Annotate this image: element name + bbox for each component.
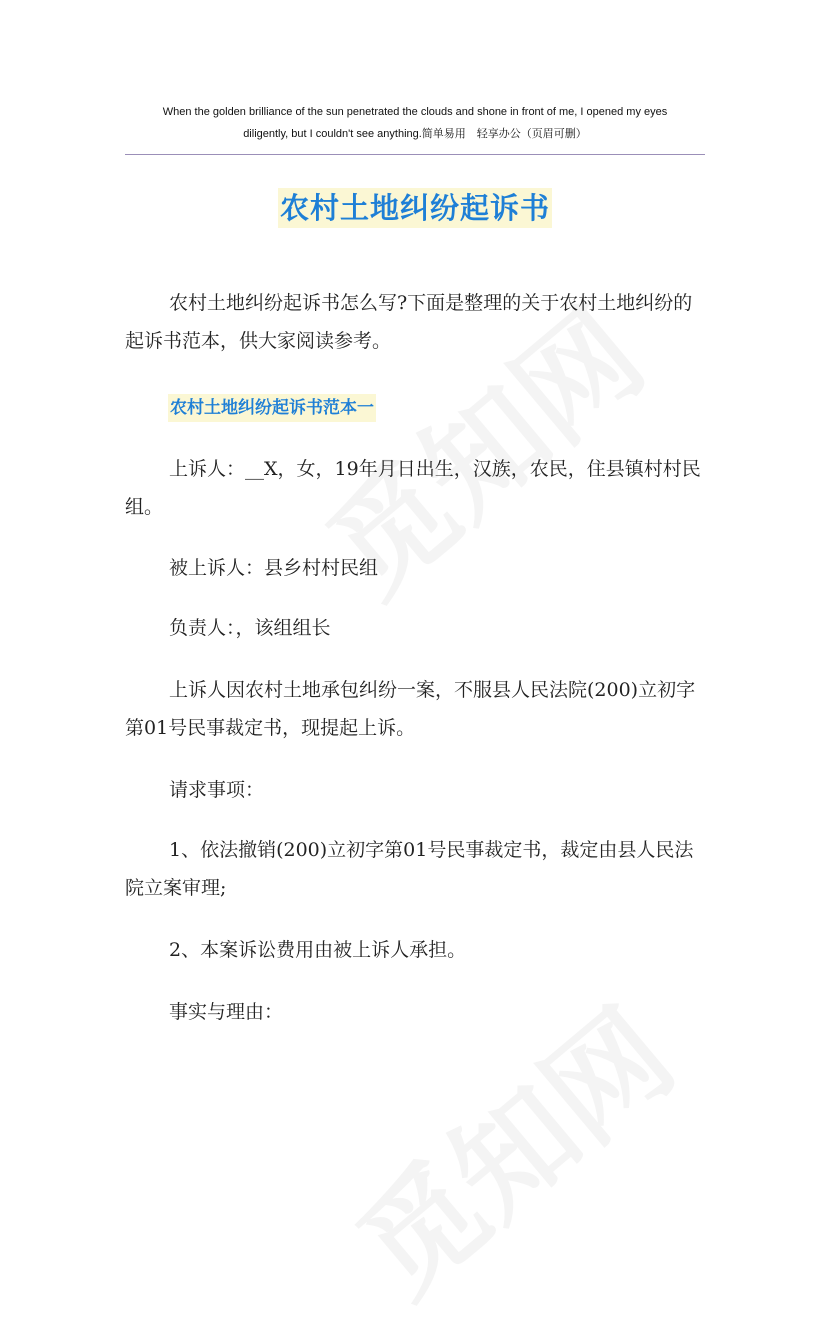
case-paragraph: 上诉人因农村土地承包纠纷一案，不服县人民法院(200)立初字第01号民事裁定书，现提起上诉。 [125,679,696,739]
header-line-2 [125,123,705,145]
request-item-2: 2、本案诉讼费用由被上诉人承担。 [169,939,467,961]
facts-heading: 事实与理由： [169,1001,284,1023]
responsible-paragraph: 负责人：，该组组长 [169,617,331,639]
document-title-text: 农村土地纠纷起诉书 [278,188,552,228]
request-item-1: 1、依法撤销(200)立初字第01号民事裁定书，裁定由县人民法院立案审理; [125,839,694,899]
header-line-2-en: diligently, but I couldn't see anything. [243,128,422,140]
requests-heading: 请求事项： [169,779,265,801]
header-line-2-cn: 简单易用 轻享办公（页眉可删） [421,127,587,140]
page-header [125,101,705,145]
intro-paragraph: 农村土地纠纷起诉书怎么写?下面是整理的关于农村土地纠纷的起诉书范本，供大家阅读参考。 [125,292,693,352]
document-title [0,188,830,228]
header-divider [125,154,705,155]
appellee-paragraph: 被上诉人：县乡村村民组 [169,557,379,579]
appellant-paragraph: 上诉人：__X，女，19年月日出生，汉族，农民，住县镇村村民组。 [125,458,701,518]
header-line-1: When the golden brilliance of the sun penetrated the clouds and shone in front of me, I opened my eyes [162,106,668,118]
section-heading: 农村土地纠纷起诉书范本一 [168,394,376,422]
